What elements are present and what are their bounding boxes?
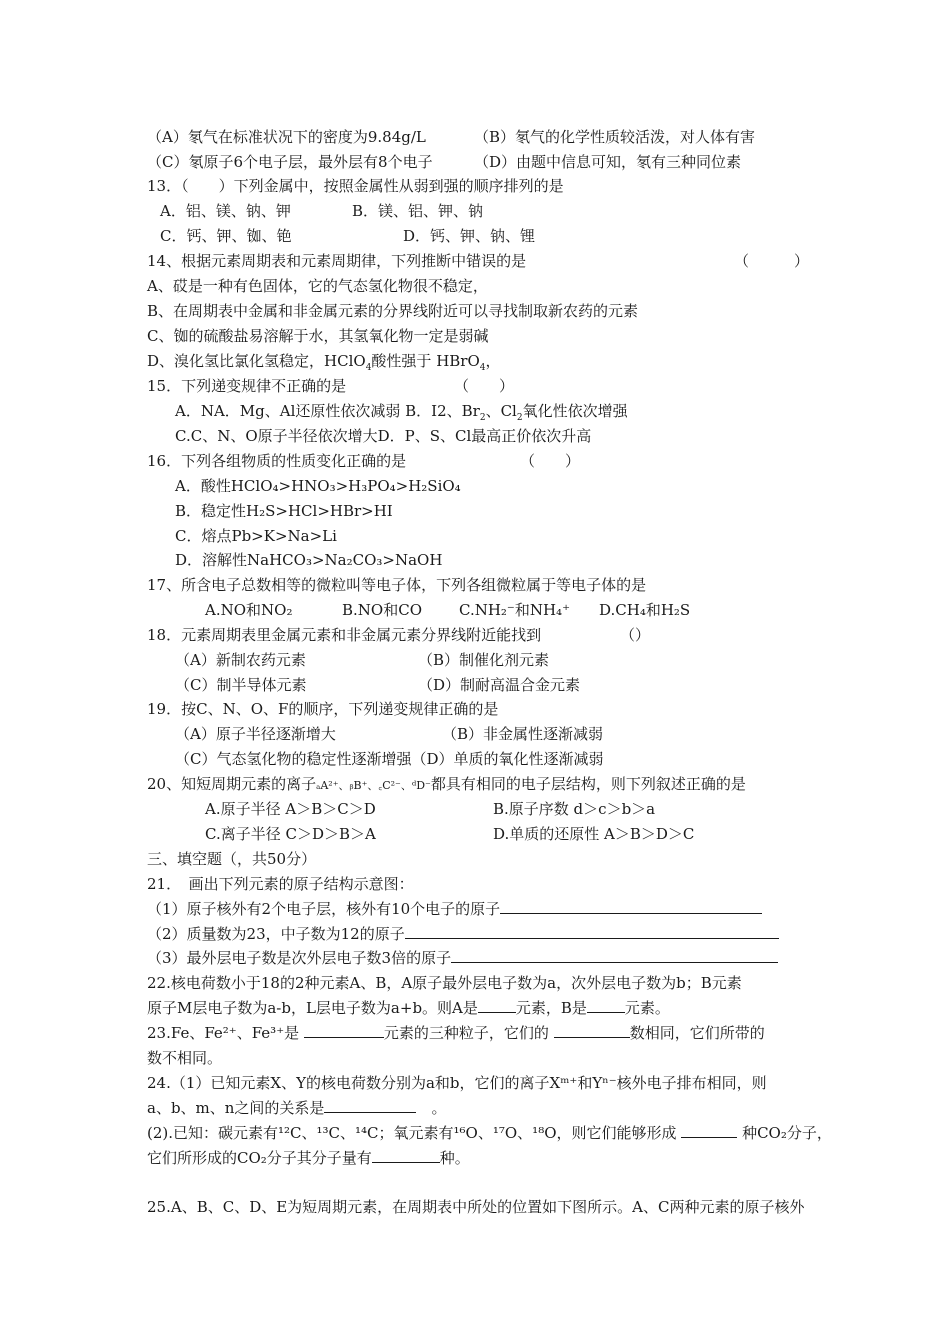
q15-stem: 15．下列递变规律不正确的是 [147,377,347,395]
q21-blank-2[interactable] [405,924,779,939]
section-heading: 三、填空题（，共50分） [147,850,317,868]
q17-option-a: A.NO和NO₂ [205,601,293,619]
q20-ion-list: ₐA²⁺、ᵦB⁺、꜀C²⁻、ᵈD⁻ [316,779,431,792]
q14-option-d: D、溴化氢比氯化氢稳定，HClO$_4$酸性强于 HBrO$_4$， [147,352,501,373]
q16-answer-paren: （ ） [520,452,581,470]
q15-options-cd: C.C、N、O原子半径依次增大D．P、S、Cl最高正价依次升高 [175,427,592,445]
q13-option-d: D．钙、钾、钠、锂 [403,227,536,245]
q24-blank-relation[interactable] [324,1098,416,1113]
q13-stem: 13．（ ）下列金属中，按照金属性从弱到强的顺序排列的是 [147,177,564,195]
q22-blank-a[interactable] [478,998,516,1013]
q12-option-d: （D）由题中信息可知，氡有三种同位素 [474,153,742,171]
q24-blank-molecules[interactable] [681,1123,737,1138]
q18-option-b: （B）制催化剂元素 [418,651,550,669]
q16-stem: 16．下列各组物质的性质变化正确的是 [147,452,407,470]
q17-stem: 17、所含电子总数相等的微粒叫等电子体，下列各组微粒属于等电子体的是 [147,576,647,594]
q12-option-b: （B）氡气的化学性质较活泼，对人体有害 [474,128,756,146]
q24-blank-masses[interactable] [372,1148,440,1163]
q21-item-2: （2）质量数为23，中子数为12的原子 [147,924,779,944]
q19-option-a: （A）原子半径逐渐增大 [175,725,336,743]
q13-option-c: C．钙、钾、铷、铯 [160,227,292,245]
q18-answer-paren: （） [620,626,651,644]
q19-options-cd: （C）气态氢化物的稳定性逐渐增强（D）单质的氧化性逐渐减弱 [175,750,604,768]
q15-options-ab: A．NA．Mg、Al还原性依次减弱 B．I2、$Br_2$、$Cl_2$氧化性依次增强 [175,402,628,423]
q16-option-c: C．熔点Pb>K>Na>Li [175,527,337,545]
q17-option-b: B.NO和CO [342,601,422,619]
q13-option-b: B．镁、铝、钾、钠 [352,202,484,220]
q14-answer-paren: （ ） [734,252,810,270]
q24-line-4: 它们所形成的CO₂分子其分子量有 种。 [147,1149,470,1167]
q24-line-3: (2).已知：碳元素有¹²C、¹³C、¹⁴C；氧元素有¹⁶O、¹⁷O、¹⁸O，则它们能够形成 种CO₂分子， [147,1124,832,1142]
q22-line-2: 原子M层电子数为a-b，L层电子数为a+b。则A是 元素，B是 元素。 [147,999,670,1017]
q20-option-c: C.离子半径 C＞D＞B＞A [205,825,376,843]
q24-line-2: a、b、m、n之间的关系是 。 [147,1099,447,1117]
q14-option-b: B、在周期表中金属和非金属元素的分界线附近可以寻找制取新农药的元素 [147,302,639,320]
q23-line-2: 数不相同。 [147,1049,223,1067]
q16-option-b: B．稳定性H₂S>HCl>HBr>HI [175,502,393,520]
q23-blank-count[interactable] [554,1023,630,1038]
q21-blank-3[interactable] [451,948,778,963]
q15-answer-paren: （ ） [454,377,515,395]
q14-option-c: C、铷的硫酸盐易溶解于水，其氢氧化物一定是弱碱 [147,327,489,345]
q17-option-d: D.CH₄和H₂S [599,601,691,619]
q21-blank-1[interactable] [500,899,762,914]
q20-stem: 20、知短周期元素的离子ₐA²⁺、ᵦB⁺、꜀C²⁻、ᵈD⁻都具有相同的电子层结构，则下列叙述正确的是 [147,775,746,793]
q18-option-d: （D）制耐高温合金元素 [418,676,581,694]
q16-option-a: A．酸性HClO₄>HNO₃>H₃PO₄>H₂SiO₄ [175,477,461,495]
q19-option-b: （B）非金属性逐渐减弱 [442,725,604,743]
q19-stem: 19．按C、N、O、F的顺序，下列递变规律正确的是 [147,700,499,718]
q24-line-1: 24.（1）已知元素X、Y的核电荷数分别为a和b，它们的离子Xᵐ⁺和Yⁿ⁻核外电子排布相同，则 [147,1074,767,1092]
q22-blank-b[interactable] [587,998,625,1013]
q22-line-1: 22.核电荷数小于18的2种元素A、B，A原子最外层电子数为a，次外层电子数为b；B元素 [147,974,742,992]
q21-item-1: （1）原子核外有2个电子层，核外有10个电子的原子 [147,899,762,919]
q12-option-a: （A）氡气在标准状况下的密度为9.84g/L [147,128,426,146]
q14-option-a: A、砹是一种有色固体，它的气态氢化物很不稳定， [147,277,488,295]
q12-option-c: （C）氡原子6个电子层，最外层有8个电子 [147,153,433,171]
q17-option-c: C.NH₂⁻和NH₄⁺ [459,601,570,619]
q13-option-a: A．铝、镁、钠、钾 [160,202,291,220]
q20-option-a: A.原子半径 A＞B＞C＞D [205,800,376,818]
q20-option-d: D.单质的还原性 A＞B＞D＞C [493,825,695,843]
q18-stem: 18．元素周期表里金属元素和非金属元素分界线附近能找到 [147,626,542,644]
q16-option-d: D．溶解性NaHCO₃>Na₂CO₃>NaOH [175,551,443,569]
q18-option-a: （A）新制农药元素 [175,651,306,669]
q23-line-1: 23.Fe、Fe²⁺、Fe³⁺是 元素的三种粒子，它们的 数相同，它们所带的 [147,1024,765,1042]
q21-item-3: （3）最外层电子数是次外层电子数3倍的原子 [147,948,778,968]
q21-stem: 21． 画出下列元素的原子结构示意图： [147,875,414,893]
q25-line-1: 25.A、B、C、D、E为短周期元素，在周期表中所处的位置如下图所示。A、C两种元素的原子核外 [147,1198,805,1216]
q18-option-c: （C）制半导体元素 [175,676,307,694]
q23-blank-element[interactable] [304,1023,384,1038]
q20-option-b: B.原子序数 d＞c＞b＞a [493,800,656,818]
q14-stem: 14、根据元素周期表和元素周期律，下列推断中错误的是 [147,252,527,270]
